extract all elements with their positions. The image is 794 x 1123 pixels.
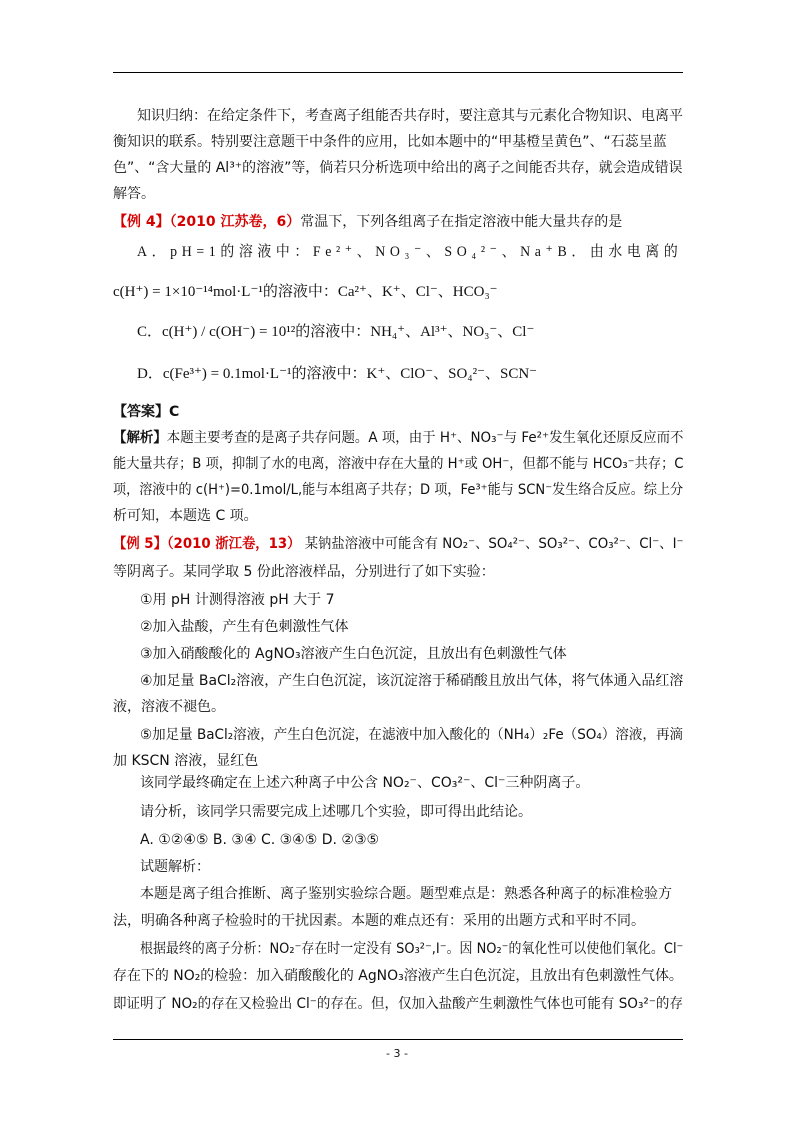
option-c: C．c(H⁺) / c(OH⁻) = 10¹²的溶液中：NH₄⁺、Al³⁺、NO₃⁻、Cl⁻: [137, 324, 535, 340]
example-5-tag: 【例 5】（2010 浙江卷，13）: [113, 536, 301, 552]
question-line: 请分析，该同学只需要完成上述哪几个实验，即可得出此结论。: [140, 804, 532, 820]
experiment-1: ①用 pH 计测得溶液 pH 大于 7: [140, 592, 335, 608]
summary-line-4: 解答。: [113, 186, 155, 202]
solution-heading: 试题解析：: [140, 859, 210, 875]
conclusion-line: 该同学最终确定在上述六种离子中公含 NO₂⁻、CO₃²⁻、Cl⁻三种阴离子。: [140, 775, 590, 791]
example-5-heading: [113, 534, 684, 554]
solution-line-4: 存在下的 NO₂的检验：加入硝酸酸化的 AgNO₃溶液产生白色沉淀，且放出有色刺激性气体。: [113, 968, 683, 984]
example-4-tag: 【例 4】（2010 江苏卷，6）: [113, 214, 301, 230]
example-5-question: 某钠盐溶液中可能含有 NO₂⁻、SO₄²⁻、SO₃²⁻、CO₃²⁻、Cl⁻、I⁻: [304, 536, 684, 552]
summary-line-1: 知识归纳：在给定条件下，考查离子组能否共存时，要注意其与元素化合物知识、电离平: [137, 108, 683, 124]
analysis-line-4: 析可知，本题选 C 项。: [113, 508, 258, 524]
experiment-3: ③加入硝酸酸化的 AgNO₃溶液产生白色沉淀，且放出有色刺激性气体: [140, 646, 567, 662]
experiment-4b: 液，溶液不褪色。: [113, 699, 225, 715]
experiment-5a: ⑤加足量 BaCl₂溶液，产生白色沉淀，在滤液中加入酸化的（NH₄）₂Fe（SO₄）溶液，再滴: [140, 727, 683, 743]
analysis-line-1: [113, 428, 683, 448]
example-4-question: 常温下，下列各组离子在指定溶液中能大量共存的是: [300, 214, 623, 230]
answer-value: C: [169, 404, 180, 420]
example-4-heading: [113, 212, 622, 232]
header-rule: [113, 72, 683, 73]
footer-rule: [113, 1039, 683, 1040]
solution-line-2: 法，明确各种离子检验时的干扰因素。本题的难点还有：采用的出题方式和平时不同。: [113, 913, 645, 929]
answer-line: [113, 402, 179, 422]
analysis-tag: 【解析】: [113, 430, 167, 446]
analysis-line-2: 能大量共存；B 项，抑制了水的电离，溶液中存在大量的 H⁺或 OH⁻，但都不能与 HCO₃⁻共存；C: [113, 456, 684, 472]
example-5-line-2: 等阴离子。某同学取 5 份此溶液样品，分别进行了如下实验：: [113, 564, 495, 580]
choices-line: A. ①②④⑤ B. ③④ C. ③④⑤ D. ②③⑤: [140, 832, 380, 848]
analysis-text-1: 本题主要考查的是离子共存问题。A 项，由于 H⁺、NO₃⁻与 Fe²⁺发生氧化还原反应而不: [166, 430, 684, 446]
analysis-line-3: 项，溶液中的 c(H⁺)=0.1mol/L,能与本组离子共存；D 项，Fe³⁺能与 SCN⁻发生络合反应。综上分: [113, 482, 684, 498]
solution-line-1: 本题是离子组合推断、离子鉴别实验综合题。题型难点是：熟悉各种离子的标准检验方: [140, 886, 672, 902]
solution-line-5: 即证明了 NO₂的存在又检验出 Cl⁻的存在。但，仅加入盐酸产生刺激性气体也可能有 SO₃²⁻的存: [113, 996, 683, 1012]
experiment-4a: ④加足量 BaCl₂溶液，产生白色沉淀，该沉淀溶于稀硝酸且放出气体，将气体通入品红溶: [140, 673, 684, 689]
option-b: c(H⁺) = 1×10⁻¹⁴mol·L⁻¹的溶液中：Ca²⁺、K⁺、Cl⁻、HCO₃⁻: [113, 284, 498, 300]
page-number: - 3 -: [386, 1047, 408, 1060]
experiment-5b: 加 KSCN 溶液，显红色: [113, 753, 259, 769]
option-d: D．c(Fe³⁺) = 0.1mol·L⁻¹的溶液中：K⁺、ClO⁻、SO₄²⁻、SCN⁻: [137, 366, 538, 382]
experiment-2: ②加入盐酸，产生有色刺激性气体: [140, 619, 349, 635]
answer-tag: 【答案】: [113, 404, 169, 420]
solution-line-3: 根据最终的离子分析：NO₂⁻存在时一定没有 SO₃²⁻,I⁻。因 NO₂⁻的氧化性可以使他们氧化。Cl⁻: [140, 941, 684, 957]
summary-line-2: 衡知识的联系。特别要注意题干中条件的应用，比如本题中的“甲基橙呈黄色”、“石蕊呈蓝: [113, 134, 667, 150]
option-a: A．pH=1的溶液中：Fe²⁺、NO₃⁻、SO₄²⁻、Na⁺B．由水电离的: [137, 244, 683, 260]
summary-line-3: 色”、“含大量的 Al³⁺的溶液”等，倘若只分析选项中给出的离子之间能否共存，就会造成错误: [113, 160, 683, 176]
